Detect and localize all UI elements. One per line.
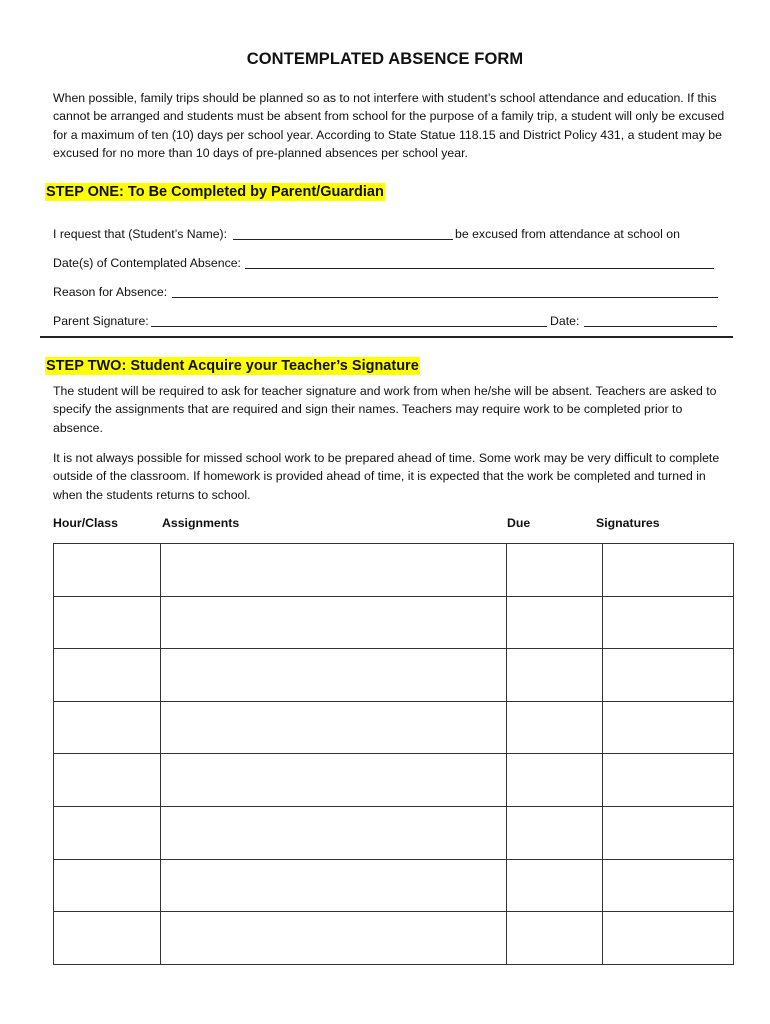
table-row [54,544,734,597]
assignments-cell[interactable] [161,754,507,807]
signature-cell[interactable] [603,912,734,965]
signature-cell[interactable] [603,544,734,597]
due-cell[interactable] [507,806,603,859]
step-two-heading: STEP TWO: Student Acquire your Teacher’s Signature [46,358,419,374]
absence-reason-field[interactable] [172,297,718,298]
assignments-cell[interactable] [161,701,507,754]
assignments-cell[interactable] [161,544,507,597]
table-row [54,806,734,859]
hour-class-cell[interactable] [54,649,161,702]
assignments-table [53,543,734,965]
signature-cell[interactable] [603,859,734,912]
hour-class-cell[interactable] [54,912,161,965]
table-row [54,649,734,702]
signature-cell[interactable] [603,596,734,649]
signature-cell[interactable] [603,701,734,754]
table-row [54,859,734,912]
request-suffix-text: be excused from attendance at school on [455,227,680,241]
due-cell[interactable] [507,649,603,702]
parent-signature-label: Parent Signature: [53,314,149,328]
due-cell[interactable] [507,544,603,597]
absence-dates-label: Date(s) of Contemplated Absence: [53,256,241,270]
table-row [54,596,734,649]
assignments-cell[interactable] [161,912,507,965]
table-row [54,754,734,807]
parent-signature-field[interactable] [151,326,547,327]
column-header-hour-class: Hour/Class [53,516,118,530]
column-header-assignments: Assignments [162,516,240,530]
section-divider [40,336,733,338]
assignments-cell[interactable] [161,649,507,702]
student-name-field[interactable] [233,239,453,240]
assignments-cell[interactable] [161,596,507,649]
step-two-homework-note: It is not always possible for missed school work to be prepared ahead of time. Some work may be very difficult to complete outside of the classroom. If homework is provided ahead of time, it is expected that the work be completed and turned in when the students returns to school. [53,451,720,502]
column-header-due: Due [507,516,531,530]
hour-class-cell[interactable] [54,754,161,807]
hour-class-cell[interactable] [54,596,161,649]
intro-paragraph: When possible, family trips should be planned so as to not interfere with student’s school attendance and education. If this cannot be arranged and students must be absent from school for the purpose of a family trip, a student will only be excused for a maximum of ten (10) days per school year. According to State Statue 118.15 and District Policy 431, a student may be excused for no more than 10 days of pre-planned absences per school year. [53,91,725,160]
assignments-cell[interactable] [161,806,507,859]
signature-date-label: Date: [550,314,580,328]
step-one-heading: STEP ONE: To Be Completed by Parent/Guardian [46,184,384,200]
table-row [54,912,734,965]
assignments-cell[interactable] [161,859,507,912]
absence-reason-label: Reason for Absence: [53,285,168,299]
signature-cell[interactable] [603,806,734,859]
student-name-label: I request that (Student’s Name): [53,227,228,241]
table-row [54,701,734,754]
hour-class-cell[interactable] [54,544,161,597]
due-cell[interactable] [507,701,603,754]
step-two-instructions: The student will be required to ask for teacher signature and work from when he/she will be absent. Teachers are asked to specify the assignments that are required and sign their names. Teachers may require work to be completed prior to absence. [53,384,717,435]
due-cell[interactable] [507,596,603,649]
signature-cell[interactable] [603,649,734,702]
hour-class-cell[interactable] [54,701,161,754]
due-cell[interactable] [507,912,603,965]
due-cell[interactable] [507,754,603,807]
signature-cell[interactable] [603,754,734,807]
form-title: CONTEMPLATED ABSENCE FORM [246,50,524,68]
hour-class-cell[interactable] [54,859,161,912]
signature-date-field[interactable] [584,326,717,327]
column-header-signatures: Signatures [596,516,660,530]
due-cell[interactable] [507,859,603,912]
absence-dates-field[interactable] [245,268,714,269]
hour-class-cell[interactable] [54,806,161,859]
